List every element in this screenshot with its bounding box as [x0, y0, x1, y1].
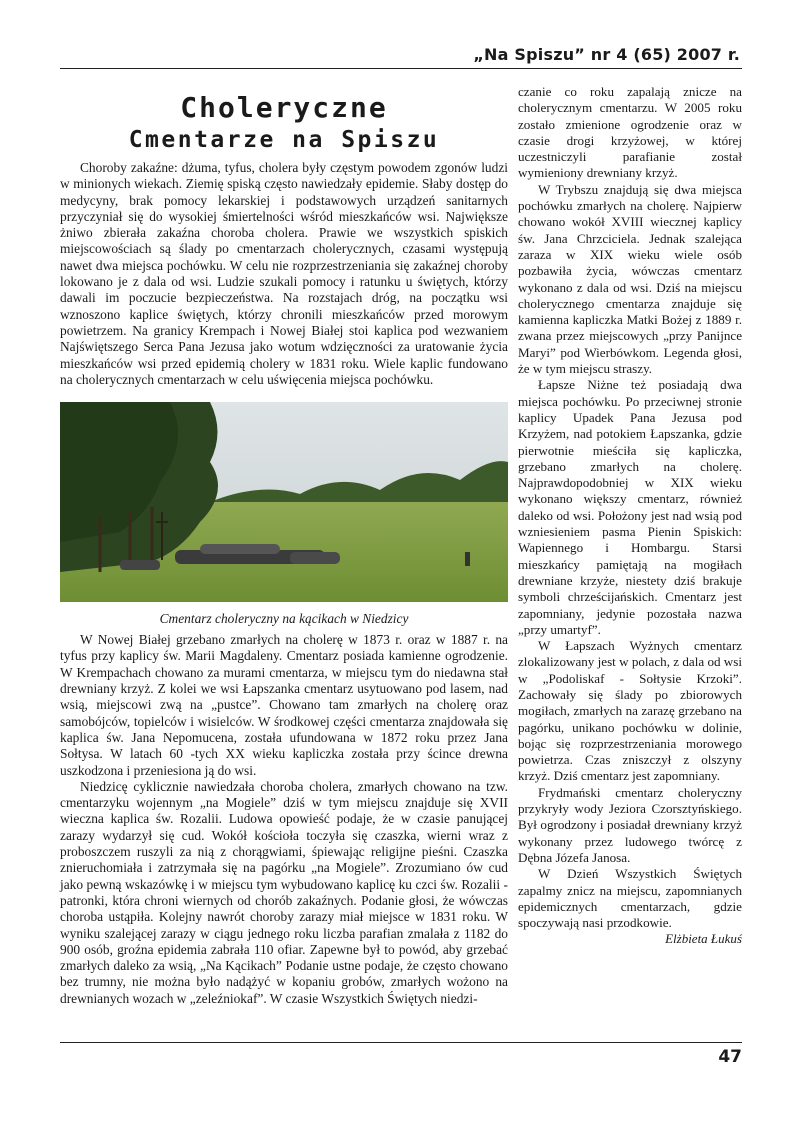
- article-title-line1: Choleryczne: [180, 91, 388, 124]
- photo-caption: Cmentarz choleryczny na kącikach w Niedzicy: [159, 611, 409, 627]
- page-header: [60, 40, 742, 69]
- article-title-line2: Cmentarze na Spiszu: [128, 127, 440, 153]
- lapsze-nizne-paragraph: Łapsze Niżne też posiadają dwa miejsca pochówku. Po przeciwnej stronie kaplicy Upadek Pana Jezusa pod Krzyżem, nad potokiem Łapszanka, gdzie pierwotnie mieściła się kapliczka, grzebano zmarłych na cholerę. Najprawdopodobniej w XIX wieku wykonano większy cmentarz, również daleko od wsi. Położony jest nad wsią pod wzniesieniem pasma Pienin Spiskich: Wapiennego i Hombargu. Starsi mieszkańcy pamiętają na mogiłach drewniane krzyże, niestety dziś brakuje symboli chrześcijańskich. Cmentarz jest zapomniany, jedynie pozostała nazwa „przy umartyf”.: [518, 377, 742, 637]
- article-author: Elżbieta Łukuś: [665, 931, 742, 947]
- continuation-paragraph: czanie co roku zapalają znicze na cholerycznym cmentarzu. W 2005 roku zostało zmienione ogrodzenie oraz w czasie drogi krzyżowej, w której uczestniczyli parafianie został wymieniony drewniany krzyż.: [518, 84, 742, 181]
- intro-paragraph: Choroby zakaźne: dżuma, tyfus, cholera były częstym powodem zgonów ludzi w minionych wiekach. Ziemię spiską często nawiedzały epidemie. Słaby dostęp do medycyny, brak pomocy lekarskiej i podstawowych urządzeń sanitarnych przyczyniał się do wysokiej śmiertelności wśród mieszkańców wsi. Największe żniwo zbierała zakaźna choroba cholera. Prawie we wszystkich spiskich miejscowościach są ślady po cmentarzach cholerycznych, czasami występują nawet dwa miejsca pochówku. W celu nie rozprzestrzeniania się zakaźnej choroby lokowano je z dala od wsi. Ludzie szukali pomocy i ratunku u świętych, którzy dawali im poczucie bezpieczeństwa. Na rozstajach dróg, na początku wsi wznoszono kaplice świętych, którzy chronili mieszkańców przed morowym powietrzem. Na granicy Krempach i Nowej Białej stoi kaplica pod wezwaniem Najświętszego Serca Pana Jezusa jako wotum wdzięczności za uratowanie życia mieszkańców wsi przed epidemią cholery w 1831 roku. Wiele kaplic fundowano na cholerycznych cmentarzach w celu uświęcenia miejsca pochówku.: [60, 160, 508, 387]
- magazine-issue-label: „Na Spiszu” nr 4 (65) 2007 r.: [473, 45, 740, 64]
- nowa-biala-paragraph: W Nowej Białej grzebano zmarłych na cholerę w 1873 r. oraz w 1887 r. na tyfus przy kaplicy św. Marii Magdaleny. Cmentarz posiada kamienne ogrodzenie. W Krempachach chowano za murami cmentarza, w miejscu tym do niedawna stał drewniany krzyż. Z kolei we wsi Łapszanka cmentarz usytuowano pod lasem, nad wsią, miejscowi zwą na „pustce”. Chowano tam zmarłych na cholerę oraz samobójców, topielców i wisielców. W środkowej części cmentarza znajdowała się kaplica św. Jana Nepomucena, została ufundowana w 1872 roku przez Jana Sołtysa. W latach 60 -tych XX wieku kapliczka została przy ścince drewna uszkodzona i przeniesiona ją do wsi.: [60, 632, 508, 778]
- page-footer: [60, 1042, 742, 1067]
- niedzica-paragraph: Niedzicę cyklicznie nawiedzała choroba cholera, zmarłych chowano na tzw. cmentarzyku wojennym „na Mogiele” dziś w tym miejscu znajduje się XVII wieczna kaplica św. Rozalii. Ludowa opowieść podaje, że w czasie panującej zarazy wydarzył się cud. Wokół kościoła toczyła się czaszka, wierni wraz z proboszczem ruszyli za nią z chorągwiami, śpiewając religijne pieśni. Czaszka znieruchomiała i zatrzymała się na pagórku „na Mogiele”. Zrozumiano ów cud jako pewną wskazówkę i w miejscu tym wybudowano kaplicę ku czci św. Rozalii - patronki, która chroni wiernych od chorób zakaźnych. Podanie głosi, że wówczas choroba ustąpiła. Kolejny nawrót choroby zarazy miał miejsce w 1831 roku. W wyniku szalejącej zarazy w ciągu jednego roku liczba parafian zmalała z 1182 do 900 osób, groźna epidemia zabrała 110 ofiar. Zapewne był to powód, aby grzebać zmarłych daleko za wsią, „Na Kącikach” Podanie ustne podaje, że często chowano bez trumny, nie można było nadążyć w kopaniu grobów, zmarłych wożono na drewnianych wozach w „zeleźniokaf”. W czasie Wszystkich Świętych niedzi-: [60, 778, 508, 1006]
- closing-paragraph: W Dzień Wszystkich Świętych zapalmy znicz na miejscu, zapomnianych epidemicznych cmentarzach, gdzie spoczywają nasi przodkowie.: [518, 866, 742, 931]
- trybsz-paragraph: W Trybszu znajdują się dwa miejsca pochówku zmarłych na cholerę. Najpierw chowano wokół XVIII wiecznej kaplicy św. Jana Chrzciciela. Jednak szalejąca zaraza w XIX wieku wiele osób pozbawiła życia, wówczas cmentarz wykonano z dala od wsi. Dziś na miejscu cholerycznego cmentarza znajduje się kamienna kapliczka Matki Bożej z 1889 r. zwana przez miejscowych „przy Panijnce Maryi” pod Wierbówkom. Legenda głosi, że w tym miejscu straszy.: [518, 181, 742, 377]
- cemetery-photo: [60, 402, 508, 602]
- frydman-paragraph: Frydmański cmentarz choleryczny przykryły wody Jeziora Czorsztyńskiego. Był ogrodzony i posiadał drewniany krzyż wykonany przez ludowego twórcę z Dębna Józefa Janosa.: [518, 784, 742, 865]
- left-column: [60, 84, 508, 1007]
- lapsze-wyzne-paragraph: W Łapszach Wyżnych cmentarz zlokalizowany jest w polach, z dala od wsi w „Podoliskaf - Sołtysie Krzoki”. Zachowały się ślady po zbiorowych mogiłach, zmarłych na zarazę grzebano na pagórku, unikano pochówku w dolinie, bojąc się rozprzestrzeniania morowego powietrza. Czas zniszczył z olszyny krzyż. Dziś cmentarz jest zapomniany.: [518, 638, 742, 784]
- right-column: [518, 84, 742, 947]
- page-number: 47: [718, 1047, 742, 1067]
